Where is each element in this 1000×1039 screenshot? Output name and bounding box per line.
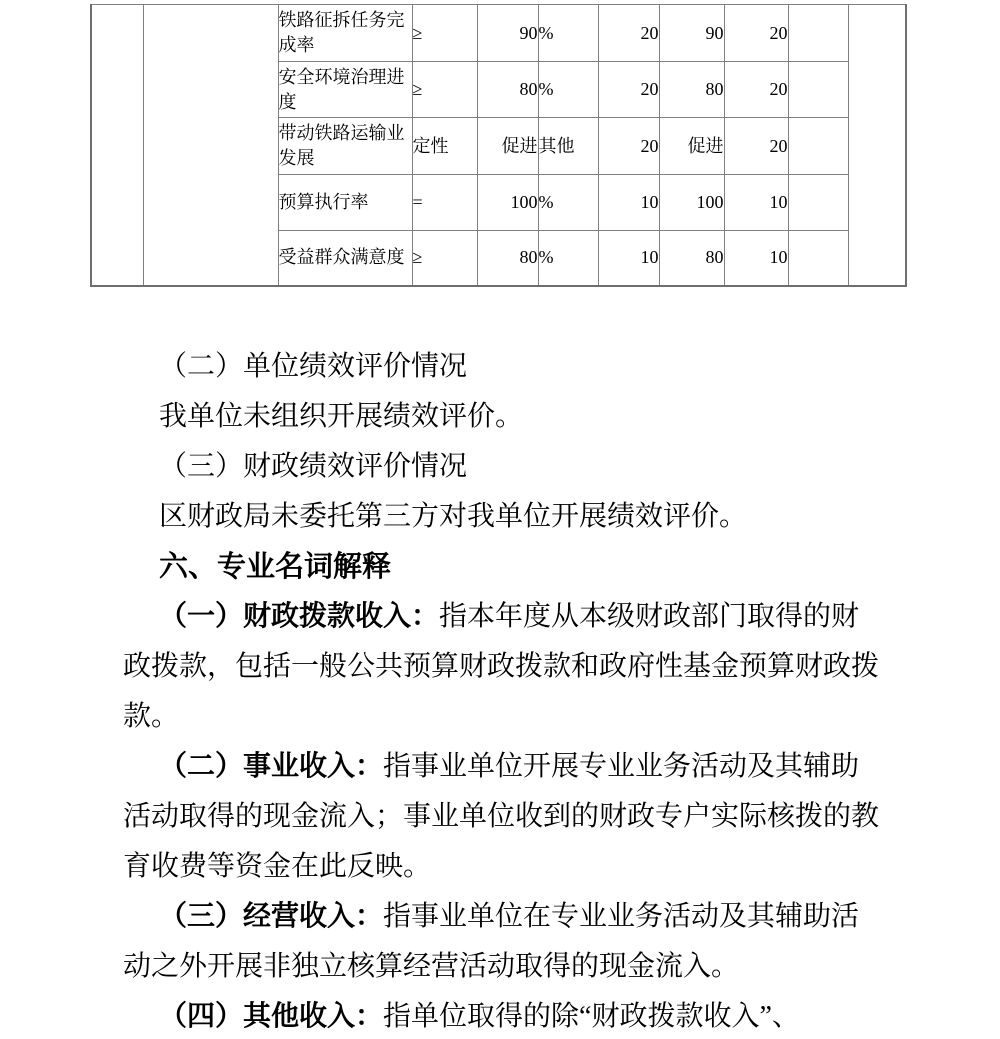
indicator-cell: 受益群众满意度 (278, 231, 412, 286)
section-heading-terms (123, 542, 893, 592)
weight-cell: 10 (598, 175, 659, 231)
empty-cell-left-2 (143, 5, 278, 286)
score-cell: 10 (724, 231, 788, 286)
term-definition-line (123, 742, 893, 792)
term-text: 政拨款，包括一般公共预算财政拨款和政府性基金预算财政拨 (123, 651, 880, 682)
term-name: （三）经营收入： (159, 901, 384, 932)
table-row (91, 5, 906, 62)
term-definition-line (123, 792, 893, 842)
term-name: （四）其他收入： (159, 1001, 384, 1032)
body-text: 区财政局未委托第三方对我单位开展绩效评价。 (159, 501, 748, 532)
target-value-cell: 100 (477, 175, 538, 231)
term-definition-line (123, 842, 893, 892)
target-unit-cell: % (538, 231, 598, 286)
term-name: （二）事业收入： (159, 751, 384, 782)
empty-cell (788, 175, 848, 231)
document-text (123, 342, 893, 1039)
target-unit-cell: % (538, 62, 598, 118)
term-definition-line (123, 992, 893, 1039)
term-text: 育收费等资金在此反映。 (123, 851, 432, 882)
term-text: 动之外开展非独立核算经营活动取得的现金流入。 (123, 951, 740, 982)
empty-cell (788, 118, 848, 175)
actual-cell: 促进 (659, 118, 724, 175)
target-unit-cell: % (538, 175, 598, 231)
section-heading-text: 六、专业名词解释 (159, 551, 392, 583)
operator-cell: 定性 (412, 118, 477, 175)
subheading-text: （三）财政绩效评价情况 (159, 451, 468, 482)
operator-cell: ≥ (412, 62, 477, 118)
indicator-cell: 带动铁路运输业发展 (278, 118, 412, 175)
actual-cell: 80 (659, 62, 724, 118)
score-cell: 20 (724, 5, 788, 62)
empty-cell-right (848, 5, 906, 286)
empty-cell (788, 5, 848, 62)
actual-cell: 90 (659, 5, 724, 62)
empty-cell (788, 62, 848, 118)
subheading-text: （二）单位绩效评价情况 (159, 351, 468, 382)
term-definition-line (123, 592, 893, 642)
actual-cell: 100 (659, 175, 724, 231)
body-line (123, 492, 893, 542)
subheading-unit-evaluation (123, 342, 893, 392)
weight-cell: 20 (598, 62, 659, 118)
actual-cell: 80 (659, 231, 724, 286)
empty-cell (788, 231, 848, 286)
term-text: 活动取得的现金流入；事业单位收到的财政专户实际核拨的教 (123, 801, 880, 832)
empty-cell-left-1 (91, 5, 143, 286)
weight-cell: 10 (598, 231, 659, 286)
term-text: 指单位取得的除“财政拨款收入”、 (383, 1001, 800, 1032)
score-cell: 10 (724, 175, 788, 231)
operator-cell: = (412, 175, 477, 231)
body-text: 我单位未组织开展绩效评价。 (159, 401, 524, 432)
target-value-cell: 80 (477, 231, 538, 286)
body-line (123, 392, 893, 442)
subheading-fiscal-evaluation (123, 442, 893, 492)
target-value-cell: 80 (477, 62, 538, 118)
term-text: 指事业单位在专业业务活动及其辅助活 (383, 901, 860, 932)
indicator-cell: 铁路征拆任务完成率 (278, 5, 412, 62)
target-unit-cell: 其他 (538, 118, 598, 175)
target-value-cell: 90 (477, 5, 538, 62)
term-definition-line (123, 942, 893, 992)
indicator-cell: 安全环境治理进度 (278, 62, 412, 118)
performance-indicator-table (90, 4, 907, 287)
term-definition-line (123, 692, 893, 742)
term-definition-line (123, 642, 893, 692)
score-cell: 20 (724, 118, 788, 175)
term-text: 款。 (123, 701, 180, 732)
weight-cell: 20 (598, 118, 659, 175)
weight-cell: 20 (598, 5, 659, 62)
target-value-cell: 促进 (477, 118, 538, 175)
target-unit-cell: % (538, 5, 598, 62)
operator-cell: ≥ (412, 231, 477, 286)
score-cell: 20 (724, 62, 788, 118)
term-name: （一）财政拨款收入： (159, 601, 440, 632)
indicator-cell: 预算执行率 (278, 175, 412, 231)
term-definition-line (123, 892, 893, 942)
operator-cell: ≥ (412, 5, 477, 62)
term-text: 指本年度从本级财政部门取得的财 (439, 601, 860, 632)
term-text: 指事业单位开展专业业务活动及其辅助 (383, 751, 860, 782)
